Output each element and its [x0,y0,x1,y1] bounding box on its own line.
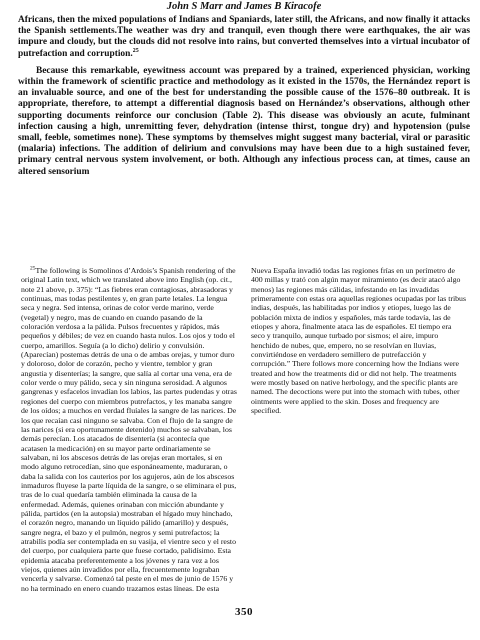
running-head: John S Marr and James B Kiracofe [166,1,322,12]
body-paragraph-2: Because this remarkable, eyewitness account was prepared by a trained, experienced physician, working within the framework of scientific practice and methodology as it existed in the 1570s, the Hernández report is an invaluable source, and one of the best for understanding the possible cause of the 1576–80 outbreak. It is appropriate, therefore, to attempt a differential diagnosis based on Hernández’s observations, although other supporting documents reinforce our conclusion (Table 2). This disease was obviously an acute, fulminant infection causing a high, unremitting fever, dehydration (intense thirst, tongue dry) and hypotension (pulse small, feeble, sometimes none). These symptoms by themselves might suggest many bacterial, viral or parasitic (malaria) infections. The addition of delirium and convulsions may have been due to a high sustained fever, primary central nervous system involvement, or both. Although any infectious process can, at times, cause an altered sensorium [18,65,470,177]
footnote-reference[interactable]: 25 [132,47,139,54]
body-paragraph-1-text: Africans, then the mixed populations of Indians and Spaniards, later still, the Africans, and now finally it attacks the Spanish settlements.The weather was dry and tranquil, even though there were earthquakes, the air was impure and cloudy, but the clouds did not resolve into rains, but converted themselves into a virtual incubator of putrefaction and corruption. [18,15,470,59]
footnote-section [21,266,467,601]
page [18,0,470,640]
body-paragraph-1 [18,15,470,60]
page-number: 350 [235,606,253,618]
footnote-25 [21,266,467,601]
footnote-text: The following is Somolinos d’Ardois’s Spanish rendering of the original Latin text, which we translated above into English (op. cit., note 21 above, p. 375): “Las fiebres eran contagiosas, abrasadoras y continuas, mas todas pestilentes y, en gran parte letales. La lengua seca y negra. Sed intensa, orinas de color verde marino, verde (vegetal) y negro, mas de cuando en cuando pasando de la coloración verdosa a la pálida. Pulsos frecuentes y rápidos, más pequeños y débiles; de vez en cuando hasta nulos. Los ojos y todo el cuerpo, amarillos. Seguía (a lo dicho) delirio y convulsión. (Aparecían) postemas detrás de una o de ambas orejas, y tumor duro y doloroso, dolor de corazón, pecho y vientre, temblor y gran angustia y disenterías; la sangre, que salía al cortar una vena, era de color verde o muy pálido, seca y sin ninguna serosidad. A algunos gangrenas y esfacelos invadían los labios, las partes pudendas y otras regiones del cuerpo con miembros putrefactos, y les manaba sangre de los oídos; a muchos en verdad fluíales la sangre de las narices. De los que recaían casi ninguno se salvaba. Con el flujo de la sangre de las narices (si era oportunamente detenido) muchos se salvaban, los demás perecían. Los atacados de disentería (si acontecía que acatasen la medicación) en su mayor parte ordinariamente se salvaban, ni los abscesos detrás de las orejas eran mortales, si en modo alguno retrocedían, sino que esponáneamente, maduraran, o daba la salida con los cauterios por los agujeros, aún de los abscesos inmaduros fluyese la parte líquida de la sangre, o se eliminara el pus, tras de lo cual quedaría también eliminada la causa de la enfermedad. Además, quienes orinaban con micción abundante y pálida, partidos (en la autopsia) mostraban el hígado muy hinchado, el corazón negro, manando un líquido pálido (amarillo) y después, sangre negra, el bazo y el pulmón, negros y semi putrefactos; la atrabilis podía ser contemplada en su vasija, el vientre seco y el resto del cuerpo, por cualquiera parte que fuese cortado, palidísimo. Esta epidemia atacaba preferentemente a los jóvenes y rara vez a los viejos, quienes aún invadidos por ella, frecuentemente lograban vencerla y salvarse. Comenzó tal peste en el mes de junio de 1576 y no ha terminado en enero cuando trazamos estas líneas. De esta Nueva España invadió todas las regiones frías en un perímetro de 400 millas y trató con algún mayor miramiento (es decir atacó algo menos) las regiones más cálidas, infestando en las invadidas primeramente con estas ora aquellas regiones ocupadas por las tribus indias, después, las habilitadas por indios y etiopes, luego las de población mixta de indios y españoles, más tarde todavía, las de etiopes y ahora, finalmente ataca las de españoles. El tiempo era seco y tranquilo, aunque turbado por sismos; el aire, impuro henchido de nubes, que, empero, no se resolvían en lluvias, convirtiéndose en verdadero semillero de putrefacción y corrupción.” There follows more concerning how the Indians were treated and how the treatments did or did not help. The treatments were mostly based on native herbology, and the specific plants are named. The decoctions were put into the stomach with tubes, other ointments were applied to the skin. Doses and frequency are specified. [21,266,466,593]
footnote-number: 25 [30,265,36,272]
